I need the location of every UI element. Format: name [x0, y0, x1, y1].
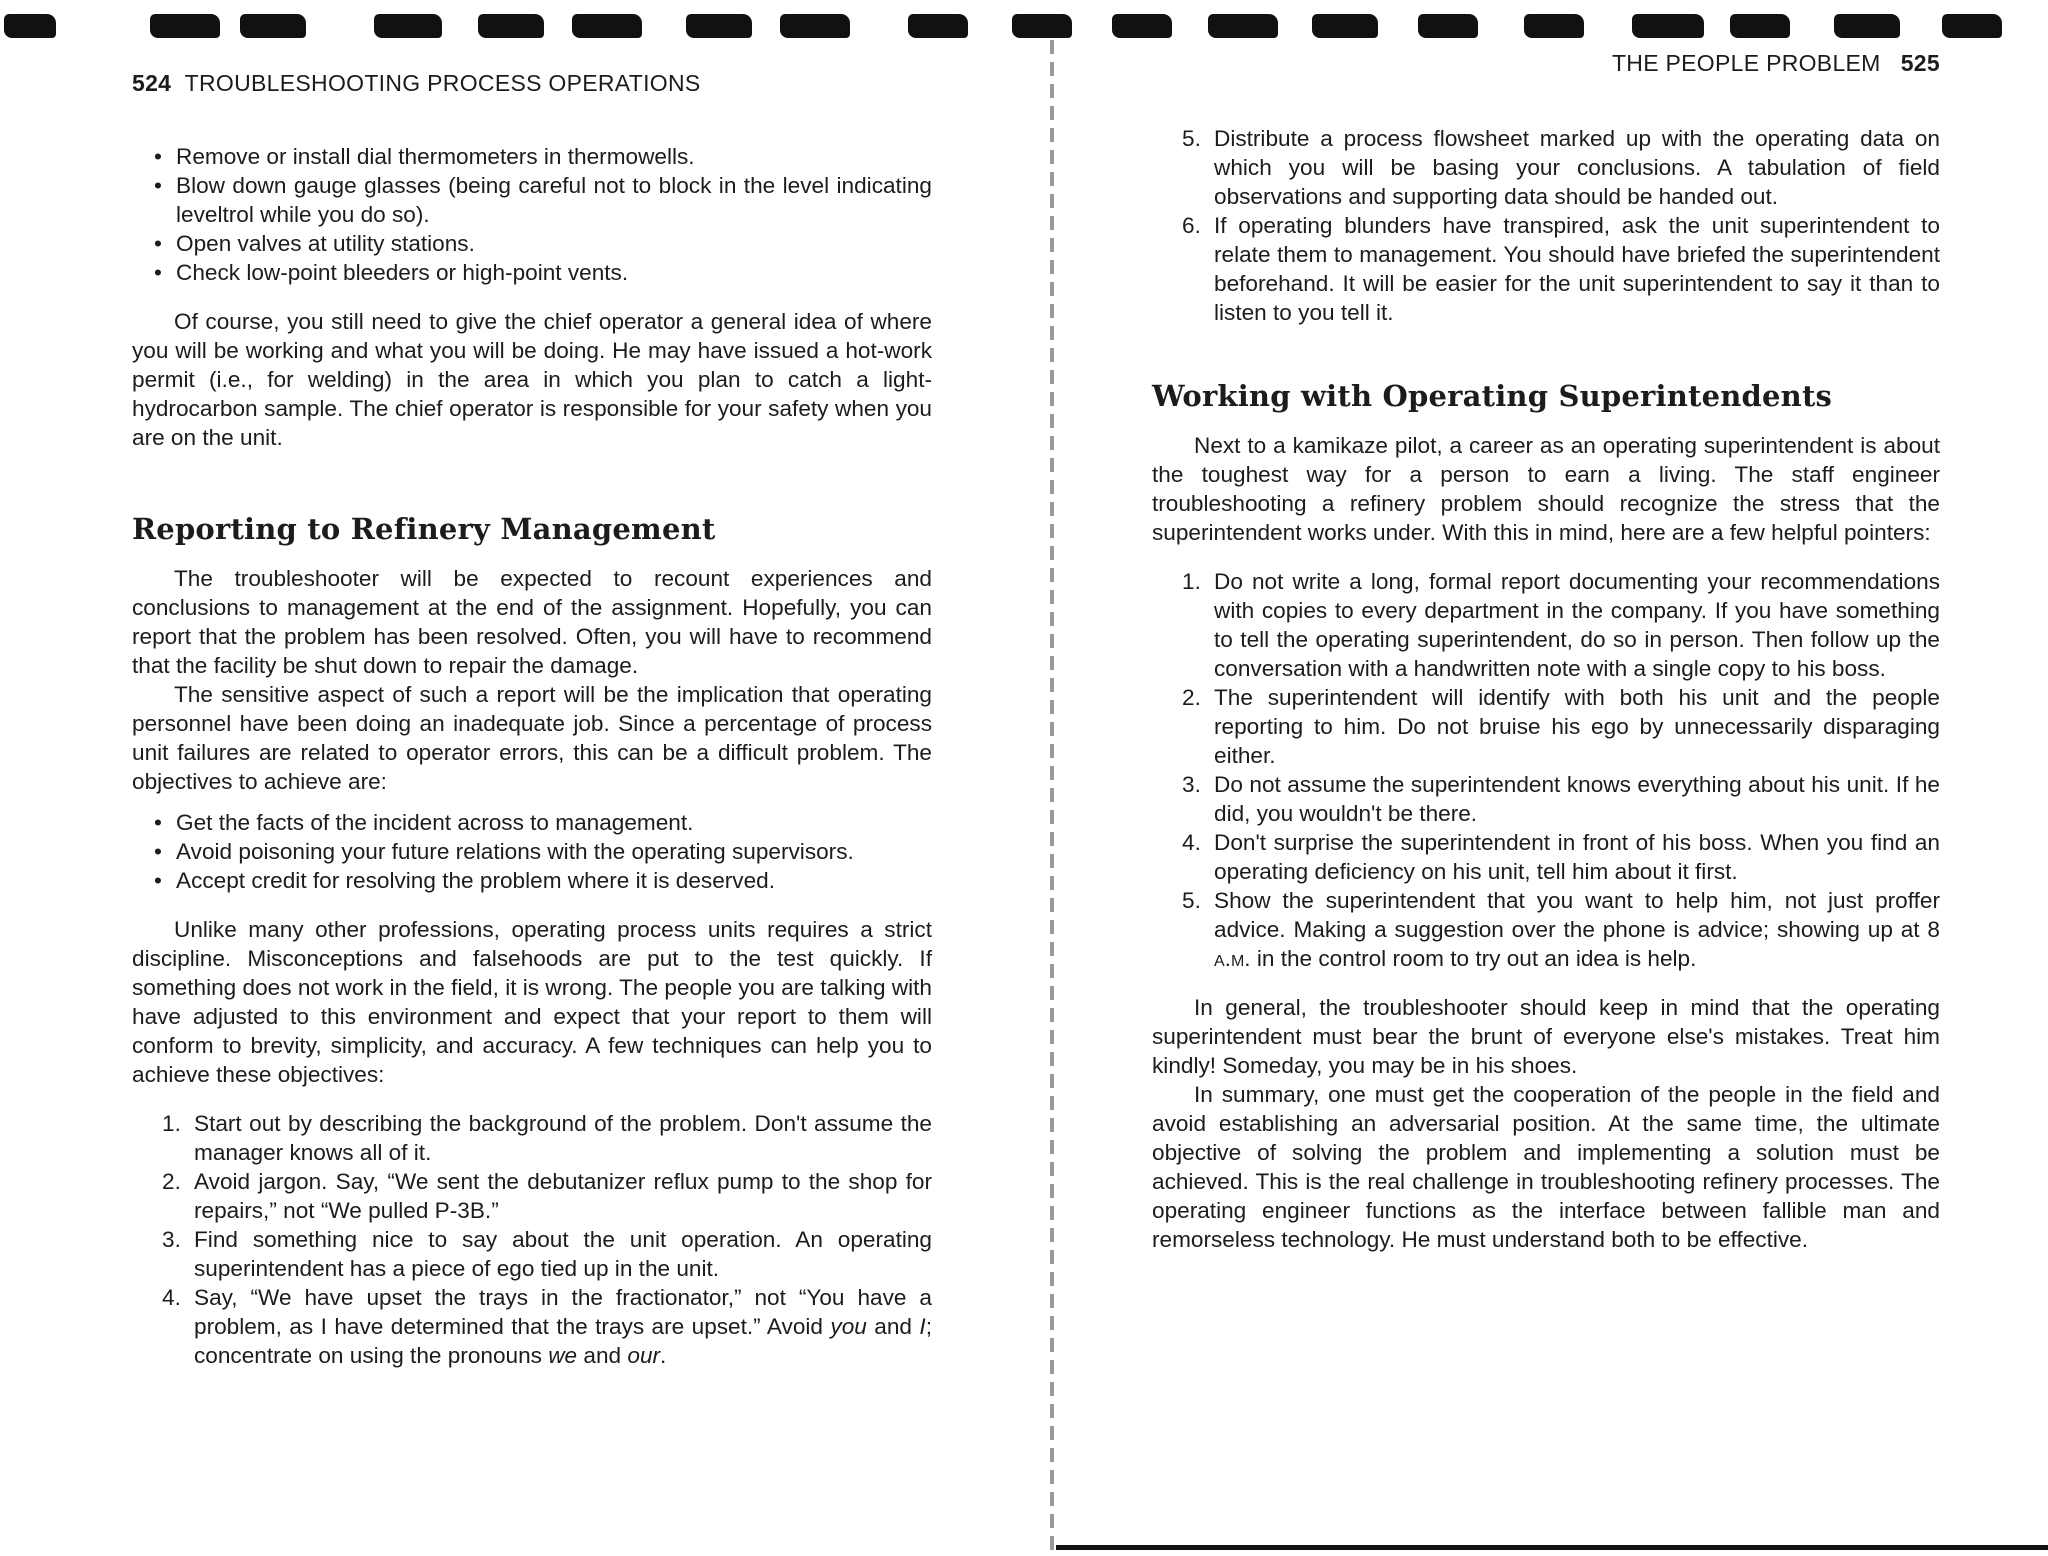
running-head-title-left: TROUBLESHOOTING PROCESS OPERATIONS [184, 70, 701, 96]
bullet-list-objectives [154, 808, 932, 895]
paragraph-in-summary: In summary, one must get the cooperation of the people in the field and avoid establishing an adversarial position. At the same time, the ultimate objective of solving the problem and implementing a solution must be achieved. This is the real challenge in troubleshooting refinery processes. The operating engineer functions as the interface between fallible man and remorseless technology. He must understand both to be effective. [1152, 1082, 1940, 1252]
paragraph-in-general: In general, the troubleshooter should keep in mind that the operating superintendent must bear the brunt of everyone else's mistakes. Treat him kindly! Someday, you may be in his shoes. [1152, 995, 1940, 1078]
list-item: 1. Do not write a long, formal report documenting your recommendations with copies to every department in the company. If you have something to tell the operating superintendent, do so in person. Then follow up the conversation with a handwritten note with a single copy to his boss. [1182, 569, 1940, 681]
list-item: 4. Don't surprise the superintendent in front of his boss. When you find an operating deficiency on his unit, tell him about it first. [1182, 830, 1940, 884]
bullet-list-access [154, 142, 932, 287]
list-item: 4. Say, “We have upset the trays in the fractionator,” not “You have a problem, as I have determined that the trays are upset.” Avoid you and I; concentrate on using the pronouns we and our. [162, 1285, 932, 1368]
list-item: • Blow down gauge glasses (being careful not to block in the level indicating leveltrol while you do so). [154, 171, 932, 229]
page-number-left: 524 [132, 70, 172, 96]
page-number-right: 525 [1900, 50, 1940, 76]
list-item: • Avoid poisoning your future relations with the operating supervisors. [154, 837, 932, 866]
running-head-right [1612, 50, 1940, 77]
list-item: 3. Find something nice to say about the unit operation. An operating superintendent has a piece of ego tied up in the unit. [162, 1227, 932, 1281]
right-page [1152, 0, 1940, 1556]
list-item: 5. Distribute a process flowsheet marked up with the operating data on which you will be basing your conclusions. A tabulation of field observations and supporting data should be handed out. [1182, 126, 1940, 209]
list-item: • Check low-point bleeders or high-point vents. [154, 258, 932, 287]
list-item: • Open valves at utility stations. [154, 229, 932, 258]
right-page-content [1152, 124, 1940, 1254]
list-item: • Remove or install dial thermometers in thermowells. [154, 142, 932, 171]
section-heading-superintendents: Working with Operating Superintendents [1152, 379, 1833, 413]
list-item: 3. Do not assume the superintendent knows everything about his unit. If he did, you wouldn't be there. [1182, 772, 1940, 826]
numbered-list-techniques [162, 1109, 932, 1370]
paragraph-kamikaze: Next to a kamikaze pilot, a career as an operating superintendent is about the toughest way for a person to earn a living. The staff engineer troubleshooting a refinery problem should recognize the stress that the superintendent works under. With this in mind, here are a few helpful pointers: [1152, 433, 1940, 545]
list-item: 5. Show the superintendent that you want to help him, not just proffer advice. Making a suggestion over the phone is advice; showing up at 8 a.m. in the control room to try out an idea is help. [1182, 888, 1940, 971]
list-item: 2. Avoid jargon. Say, “We sent the debutanizer reflux pump to the shop for repairs,” not “We pulled P-3B.” [162, 1169, 932, 1223]
paragraph-troubleshooter: The troubleshooter will be expected to recount experiences and conclusions to management at the end of the assignment. Hopefully, you can report that the problem has been resolved. Often, you will have to recommend that the facility be shut down to repair the damage. [132, 566, 932, 678]
running-head-left [132, 70, 701, 97]
left-page-content [132, 142, 932, 1370]
paragraph-unlike-professions: Unlike many other professions, operating process units requires a strict discipline. Misconceptions and falsehoods are put to the test quickly. If something does not work in the field, it is wrong. The people you are talking with have adjusted to this environment and expect that your report to them will conform to brevity, simplicity, and accuracy. A few techniques can help you to achieve these objectives: [132, 917, 932, 1087]
paragraph-sensitive-aspect: The sensitive aspect of such a report will be the implication that operating personnel have been doing an inadequate job. Since a percentage of process unit failures are related to operator errors, this can be a difficult problem. The objectives to achieve are: [132, 682, 932, 794]
list-item: 2. The superintendent will identify with both his unit and the people reporting to him. Do not bruise his ego by unnecessarily disparaging either. [1182, 685, 1940, 768]
book-gutter [1050, 40, 1054, 1556]
numbered-list-pointers [1182, 567, 1940, 973]
running-head-title-right: THE PEOPLE PROBLEM [1611, 50, 1881, 76]
list-item: • Accept credit for resolving the problem where it is deserved. [154, 866, 932, 895]
numbered-list-continued [1182, 124, 1940, 327]
section-heading-reporting: Reporting to Refinery Management [132, 512, 716, 546]
list-item: 1. Start out by describing the background of the problem. Don't assume the manager knows all of it. [162, 1111, 932, 1165]
paragraph-chief-operator: Of course, you still need to give the chief operator a general idea of where you will be working and what you will be doing. He may have issued a hot-work permit (i.e., for welding) in the area in which you plan to catch a light-hydrocarbon sample. The chief operator is responsible for your safety when you are on the unit. [132, 309, 932, 450]
left-page [132, 0, 932, 1556]
list-item: 6. If operating blunders have transpired, ask the unit superintendent to relate them to management. You should have briefed the superintendent beforehand. It will be easier for the unit superintendent to say it than to listen to you tell it. [1182, 213, 1940, 325]
list-item: • Get the facts of the incident across to management. [154, 808, 932, 837]
